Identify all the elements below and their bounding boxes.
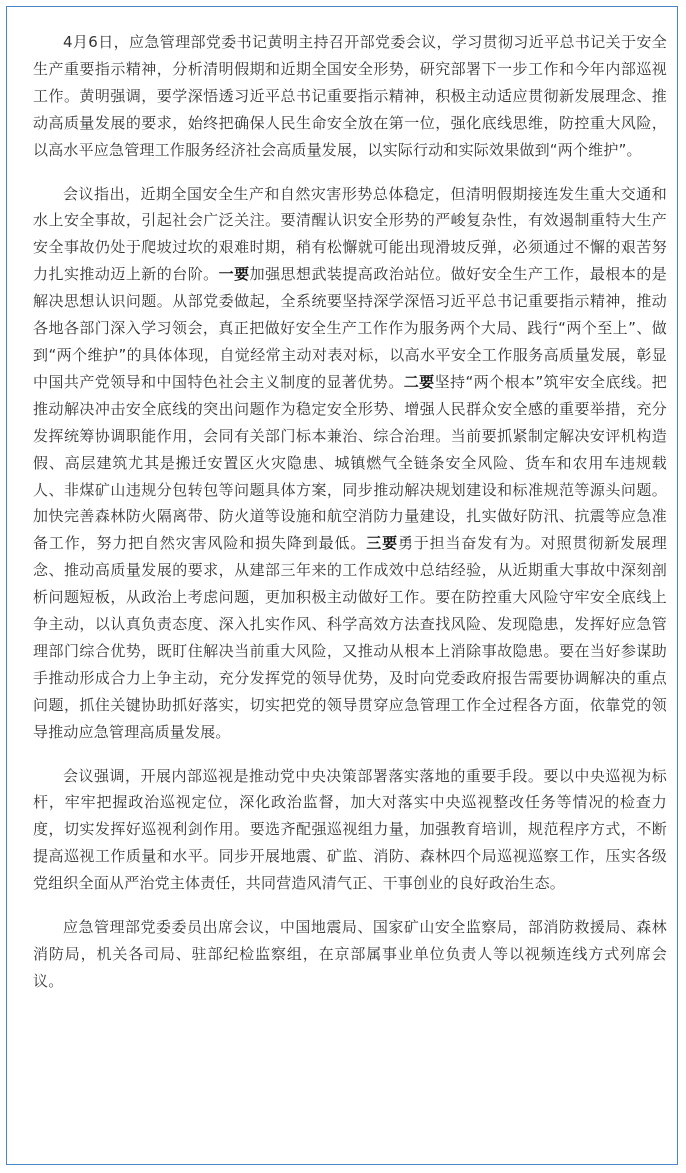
paragraph-attendees <box>33 914 667 995</box>
paragraph-text: 4月6日，应急管理部党委书记黄明主持召开部党委会议，学习贯彻习近平总书记关于安全生产重要指示精神，分析清明假期和近期全国安全形势，研究部署下一步工作和今年内部巡视工作。黄明强调，要学深悟透习近平总书记重要指示精神，积极主动适应贯彻新发展理念、推动高质量发展的要求，始终把确保人民生命安全放在第一位，强化底线思维，防控重大风险，以高水平应急管理工作服务经济社会高质量发展，以实际行动和实际效果做到“两个维护”。 <box>33 33 667 159</box>
point-text-one: 加强思想武装提高政治站位。做好安全生产工作，最根本的是解决思想认识问题。从部党委做起，全系统要坚持深学深悟习近平总书记重要指示精神，推动各地各部门深入学习领会，真正把做好安全生产工作作为服务两个大局、践行“两个至上”、做到“两个维护”的具体体现，自觉经常主动对表对标，以高水平安全工作服务高质量发展，彰显中国共产党领导和中国特色社会主义制度的显著优势。 <box>33 265 668 391</box>
paragraph-meeting-points <box>33 181 667 746</box>
point-marker-one: 一要 <box>218 265 250 284</box>
paragraph-text: 应急管理部党委委员出席会议，中国地震局、国家矿山安全监察局，部消防救援局、森林消防局，机关各司局、驻部纪检监察组，在京部属事业单位负责人等以视频连线方式列席会议。 <box>33 918 667 990</box>
article-frame <box>6 6 678 1165</box>
article-body <box>33 29 667 1012</box>
point-marker-three: 三要 <box>366 534 398 553</box>
point-text-two: 坚持“两个根本”筑牢安全底线。把推动解决冲击安全底线的突出问题作为稳定安全形势、增强人民群众安全感的重要举措，充分发挥统筹协调职能作用，会同有关部门标本兼治、综合治理。当前要抓紧制定解决安评机构造假、高层建筑尤其是搬迁安置区火灾隐患、城镇燃气全链条安全风险、货车和农用车违规载人、非煤矿山违规分包转包等问题具体方案，同步推动解决规划建设和标准规范等源头问题。加快完善森林防火隔离带、防火道等设施和航空消防力量建设，扎实做好防汛、抗震等应急准备工作，努力把自然灾害风险和损失降到最低。 <box>33 372 667 553</box>
paragraph-inspection <box>33 763 667 898</box>
paragraph-text: 会议强调，开展内部巡视是推动党中央决策部署落实落地的重要手段。要以中央巡视为标杆，牢牢把握政治巡视定位，深化政治监督，加大对落实中央巡视整改任务等情况的检查力度，切实发挥好巡视利剑作用。要选齐配强巡视组力量，加强教育培训，规范程序方式，不断提高巡视工作质量和水平。同步开展地震、矿监、消防、森林四个局巡视巡察工作，压实各级党组织全面从严治党主体责任，共同营造风清气正、干事创业的良好政治生态。 <box>33 766 667 893</box>
point-text-three: 勇于担当奋发有为。对照贯彻新发展理念、推动高质量发展的要求，从建部三年来的工作成效中总结经验，从近期重大事故中深刻剖析问题短板，从政治上考虑问题，更加积极主动做好工作。要在防控重大风险守牢安全底线上争主动，以认真负责态度、深入扎实作风、科学高效方法查找风险、发现隐患，发挥好应急管理部门综合优势，既盯住解决当前重大风险，又推动从根本上消除事故隐患。要在当好参谋助手推动形成合力上争主动，充分发挥党的领导优势，及时向党委政府报告需要协调解决的重点问题，抓住关键协助抓好落实，切实把党的领导贯穿应急管理工作全过程各方面，依靠党的领导推动应急管理高质量发展。 <box>33 534 667 741</box>
paragraph-meeting-intro <box>33 29 667 164</box>
point-marker-two: 二要 <box>403 372 435 391</box>
paragraph-text: 会议指出，近期全国安全生产和自然灾害形势总体稳定，但清明假期接连发生重大交通和水上安全事故，引起社会广泛关注。要清醒认识安全形势的严峻复杂性，有效遏制重特大生产安全事故仍处于爬坡过坎的艰难时期，稍有松懈就可能出现滑坡反弹，必须通过不懈的艰苦努力扎实推动迈上新的台阶。 <box>33 184 667 284</box>
